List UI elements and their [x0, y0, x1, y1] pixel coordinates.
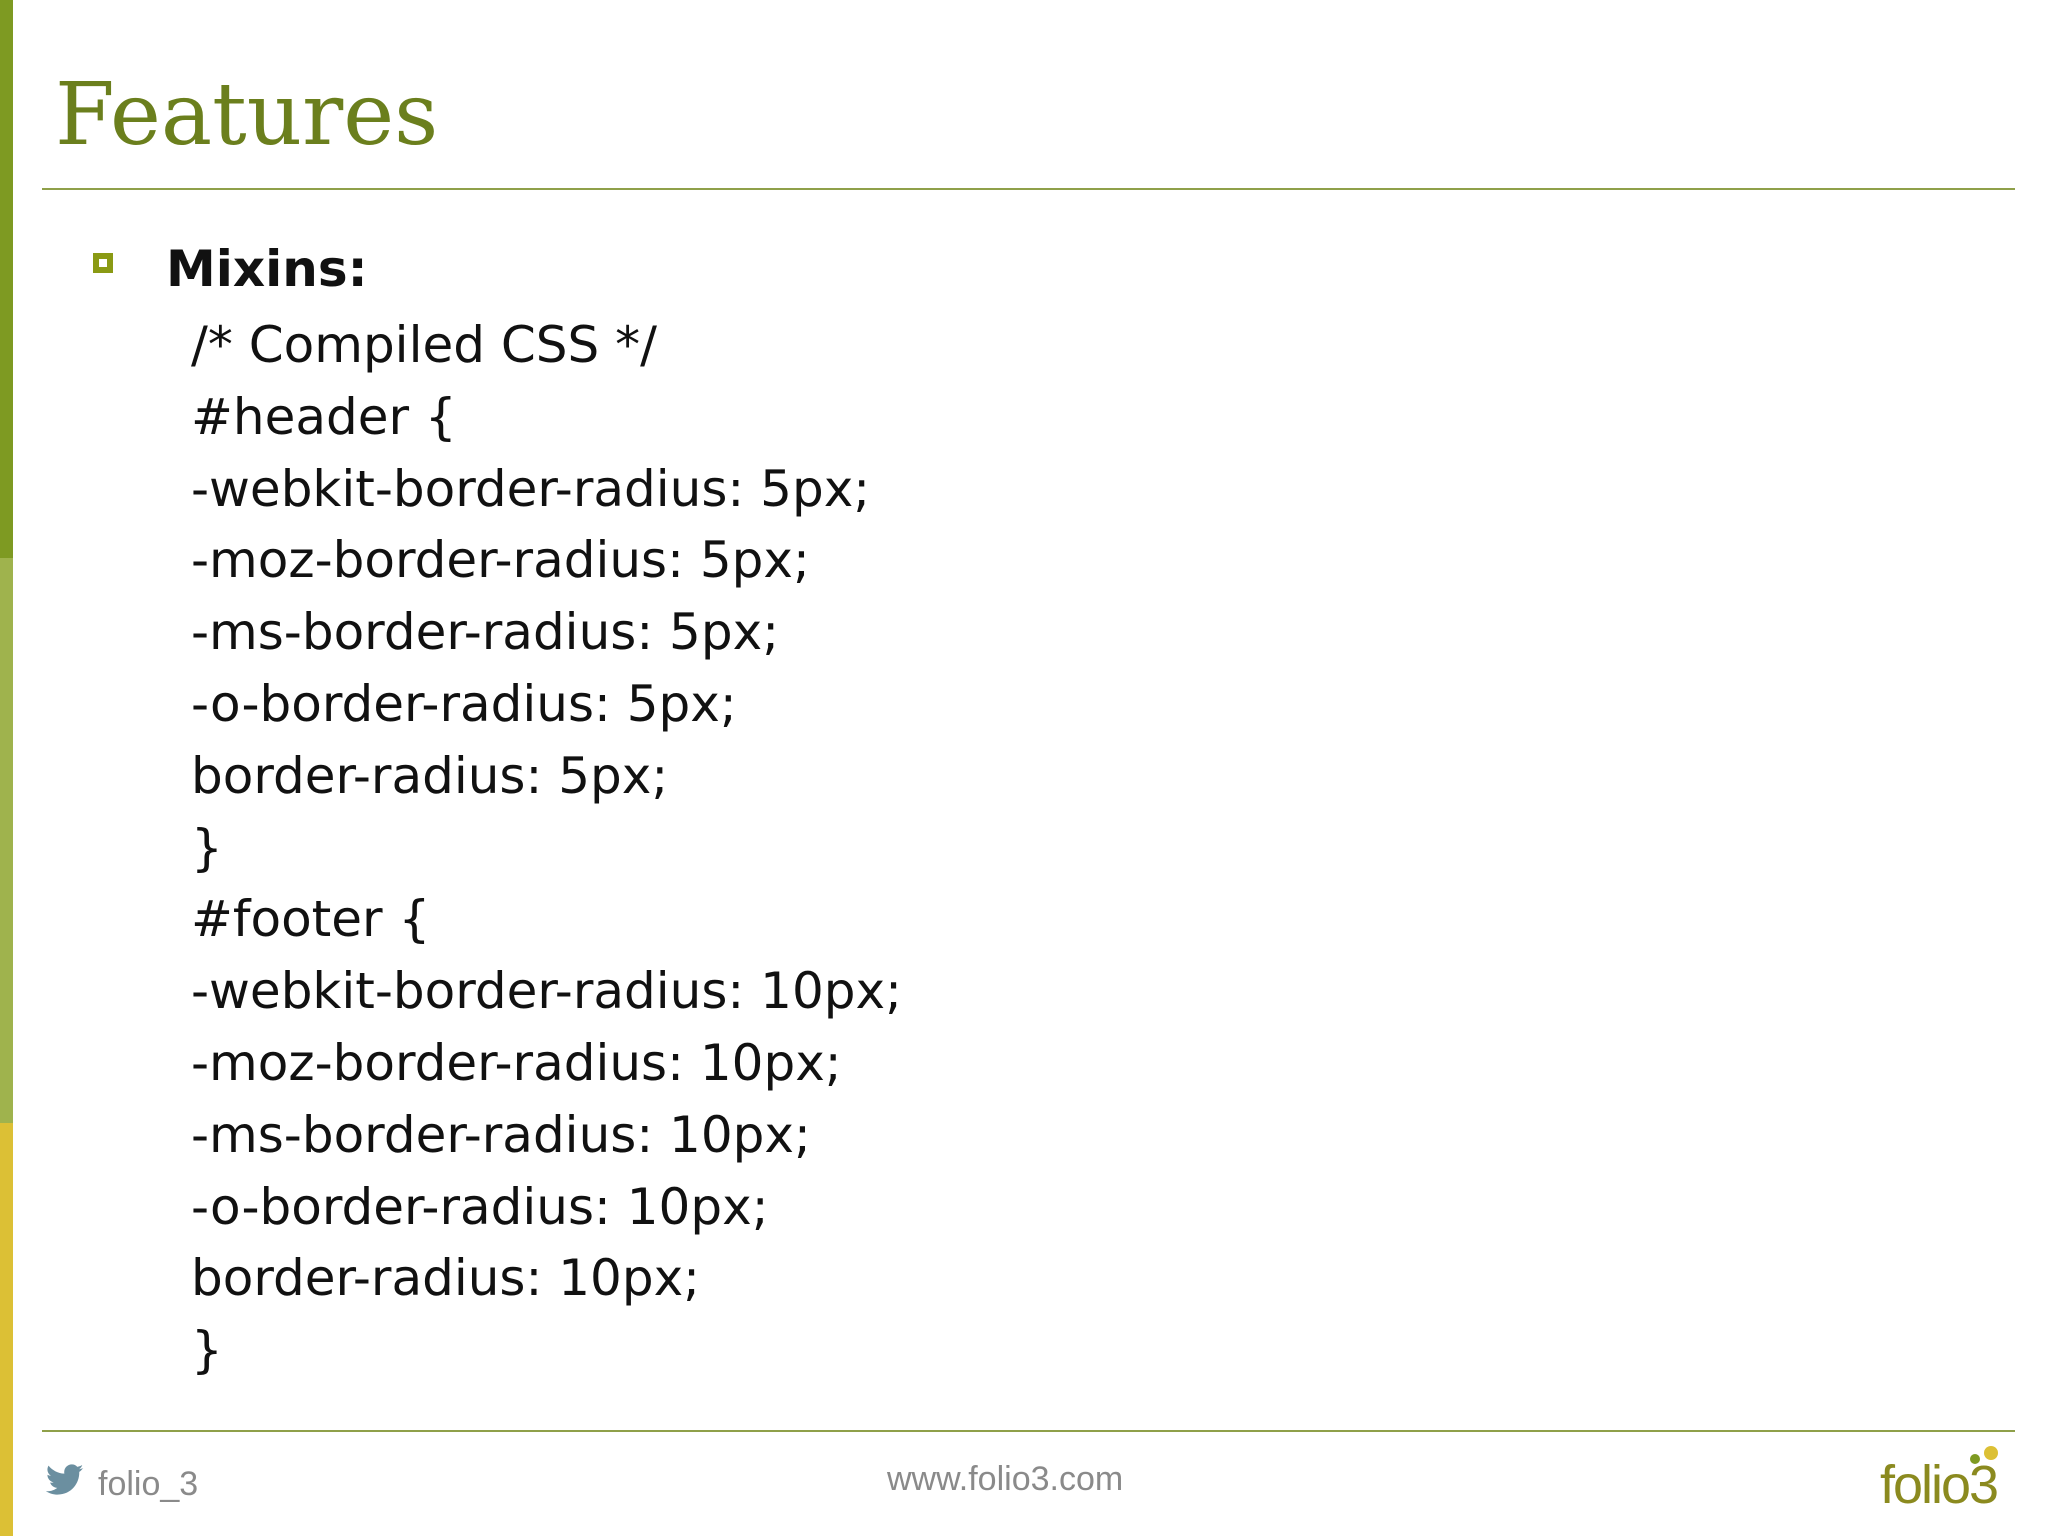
footer-twitter[interactable] — [46, 1463, 198, 1502]
slide-title: Features — [55, 65, 439, 165]
code-line: -o-border-radius: 5px; — [191, 674, 737, 733]
folio3-logo — [1880, 1440, 2020, 1520]
square-bullet-icon — [93, 253, 113, 273]
twitter-handle: folio_3 — [98, 1465, 199, 1503]
code-line: -ms-border-radius: 5px; — [191, 603, 780, 662]
logo-text: folio3 — [1880, 1455, 1998, 1515]
code-line: border-radius: 5px; — [191, 746, 669, 805]
left-accent-bar-top — [0, 0, 13, 558]
code-line: /* Compiled CSS */ — [191, 316, 657, 374]
twitter-bird-icon — [46, 1464, 84, 1501]
footer-url-link[interactable]: www.folio3.com — [887, 1460, 1124, 1498]
footer-divider — [42, 1430, 2015, 1432]
title-divider — [42, 188, 2015, 190]
code-line: -webkit-border-radius: 10px; — [191, 962, 902, 1021]
code-line: -o-border-radius: 10px; — [191, 1177, 769, 1236]
code-line: } — [191, 1321, 223, 1380]
code-block — [191, 310, 902, 1387]
code-line: } — [191, 818, 223, 877]
code-line: #footer { — [191, 890, 431, 949]
code-line: -webkit-border-radius: 5px; — [191, 459, 871, 518]
code-line: -moz-border-radius: 5px; — [191, 531, 810, 590]
code-line: -moz-border-radius: 10px; — [191, 1033, 842, 1092]
left-accent-bar-middle — [0, 558, 13, 1123]
code-line: -ms-border-radius: 10px; — [191, 1105, 811, 1164]
code-line: border-radius: 10px; — [191, 1249, 701, 1308]
code-line: #header { — [191, 387, 457, 446]
left-accent-bar-bottom — [0, 1123, 13, 1536]
bullet-heading: Mixins: — [166, 240, 368, 298]
